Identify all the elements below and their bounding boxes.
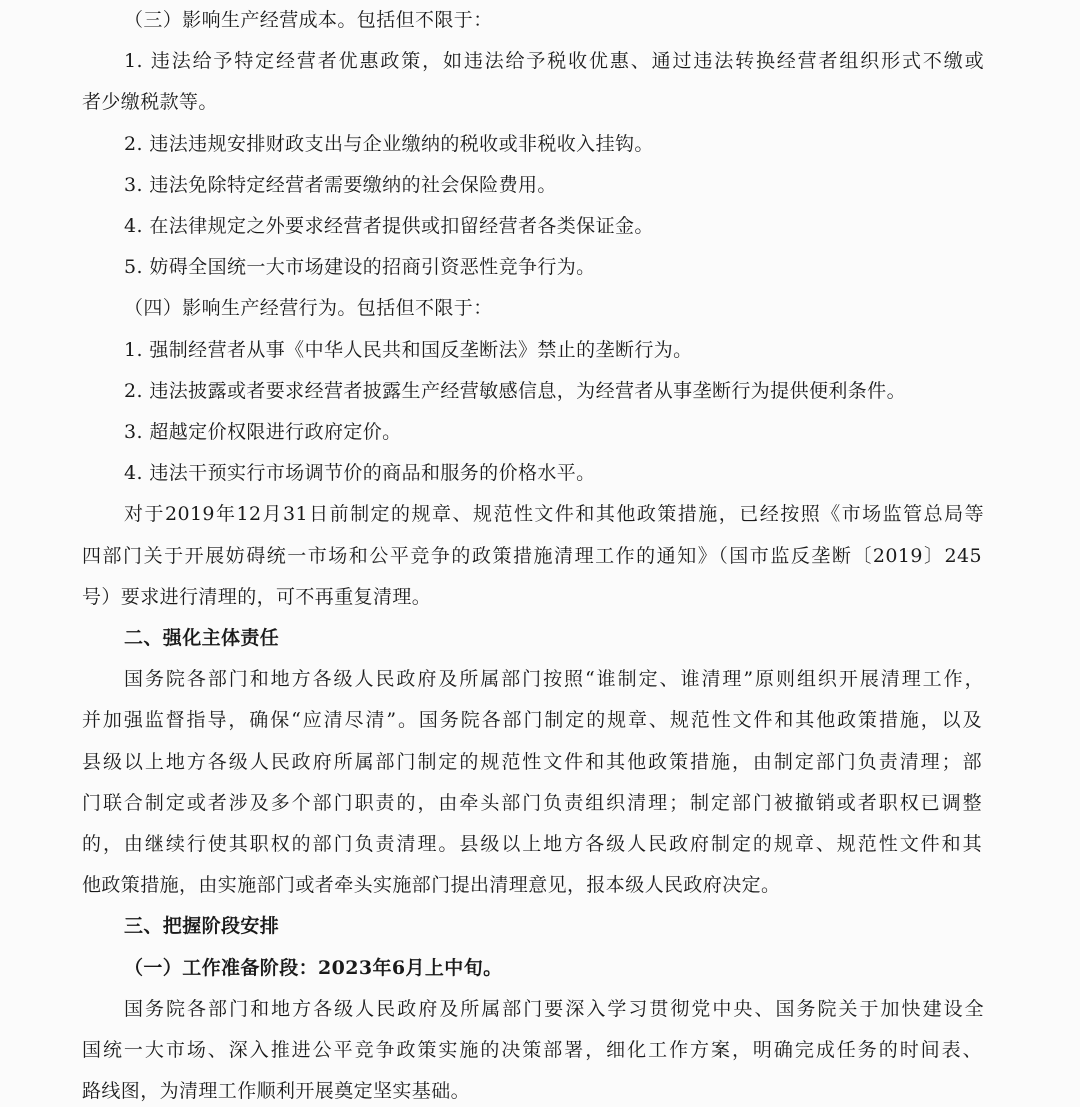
- text-line: 他政策措施，由实施部门或者牵头实施部门提出清理意见，报本级人民政府决定。: [82, 874, 781, 897]
- text-line: 3. 超越定价权限进行政府定价。: [124, 421, 402, 443]
- text-line: 国务院各部门和地方各级人民政府及所属部门要深入学习贯彻党中央、国务院关于加快建设全: [124, 997, 984, 1020]
- text-line: 国统一大市场、深入推进公平竞争政策实施的决策部署，细化工作方案，明确完成任务的时间表、: [82, 1039, 982, 1061]
- text-line: 路线图，为清理工作顺利开展奠定坚实基础。: [82, 1080, 471, 1103]
- text-line: （四）影响生产经营行为。包括但不限于：: [124, 297, 493, 320]
- section-heading-line: 二、强化主体责任: [124, 627, 280, 649]
- text-line: 2. 违法违规安排财政支出与企业缴纳的税收或非税收入挂钩。: [124, 132, 654, 155]
- text-line: 四部门关于开展妨碍统一市场和公平竞争的政策措施清理工作的通知》（国市监反垄断〔2019〕245: [82, 544, 982, 567]
- section-heading-line: 三、把握阶段安排: [124, 915, 280, 938]
- text-line: 5. 妨碍全国统一大市场建设的招商引资恶性竞争行为。: [124, 256, 596, 279]
- text-line: 国务院各部门和地方各级人民政府及所属部门按照“谁制定、谁清理”原则组织开展清理工作，: [124, 668, 984, 691]
- text-line: 县级以上地方各级人民政府所属部门制定的规范性文件和其他政策措施，由制定部门负责清理；部: [82, 750, 982, 773]
- text-line: 3. 违法免除特定经营者需要缴纳的社会保险费用。: [124, 173, 557, 196]
- section-heading-line: （一）工作准备阶段：2023年6月上中旬。: [124, 956, 503, 979]
- text-line: 对于2019年12月31日前制定的规章、规范性文件和其他政策措施，已经按照《市场监管总局等: [124, 503, 984, 526]
- text-line: 4. 违法干预实行市场调节价的商品和服务的价格水平。: [124, 462, 596, 485]
- text-line: 者少缴税款等。: [82, 91, 218, 114]
- text-line: 号）要求进行清理的，可不再重复清理。: [82, 585, 432, 608]
- text-line: 门联合制定或者涉及多个部门职责的，由牵头部门负责组织清理；制定部门被撤销或者职权已调整: [82, 791, 982, 814]
- text-line: 4. 在法律规定之外要求经营者提供或扣留经营者各类保证金。: [124, 215, 654, 237]
- text-line: 2. 违法披露或者要求经营者披露生产经营敏感信息，为经营者从事垄断行为提供便利条件。: [124, 379, 906, 402]
- text-line: 1. 强制经营者从事《中华人民共和国反垄断法》禁止的垄断行为。: [124, 338, 693, 361]
- text-line: 并加强监督指导，确保“应清尽清”。国务院各部门制定的规章、规范性文件和其他政策措施，以及: [82, 709, 982, 732]
- text-line: （三）影响生产经营成本。包括但不限于：: [124, 9, 493, 31]
- text-line: 1. 违法给予特定经营者优惠政策，如违法给予税收优惠、通过违法转换经营者组织形式不缴或: [124, 50, 984, 73]
- text-line: 的，由继续行使其职权的部门负责清理。县级以上地方各级人民政府制定的规章、规范性文件和其: [82, 833, 982, 855]
